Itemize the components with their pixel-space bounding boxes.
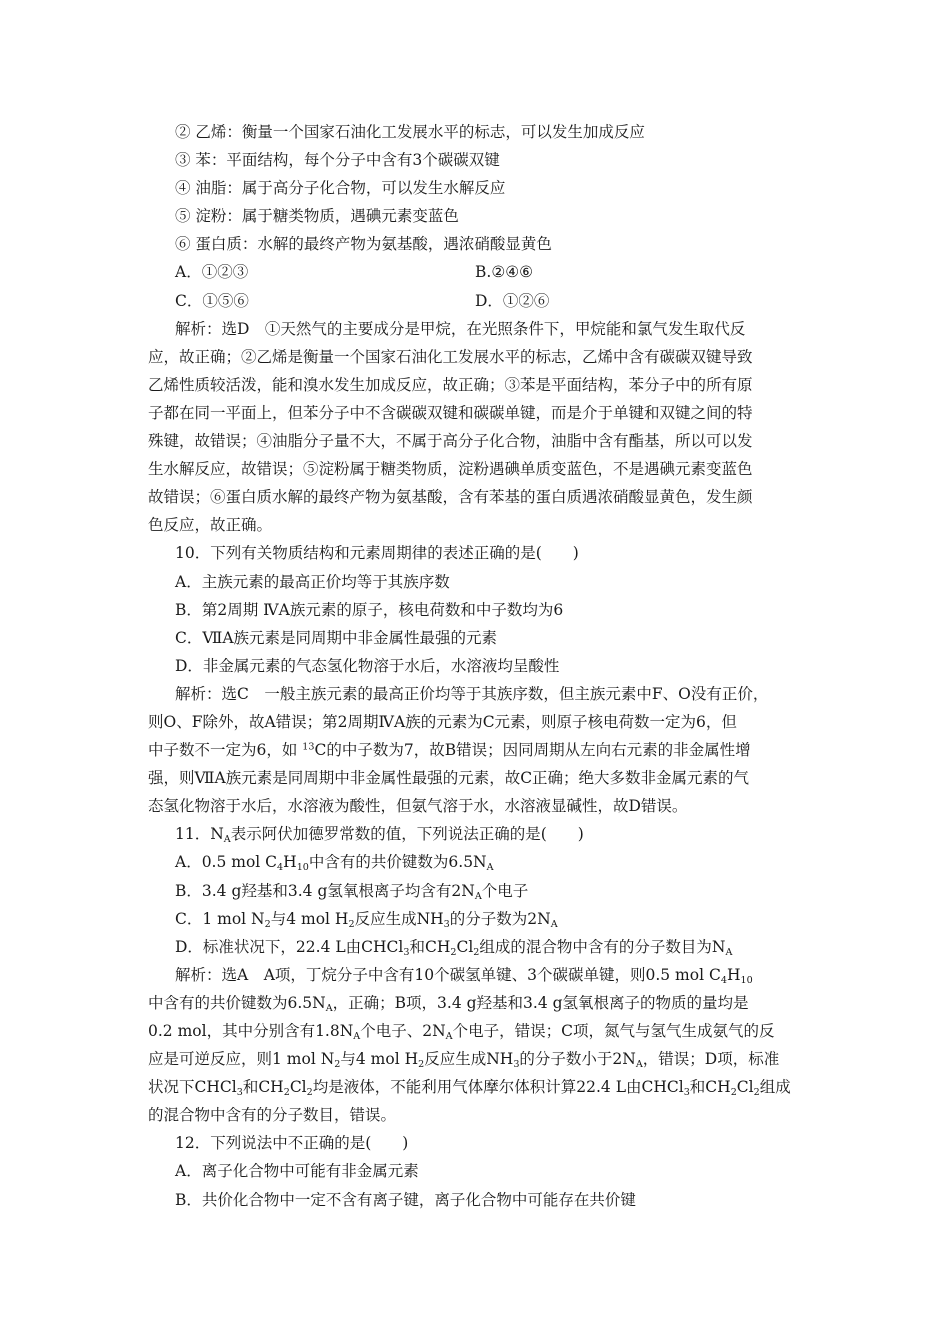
q12-stem: 12．下列说法中不正确的是( ) [175, 1134, 409, 1153]
list-item: ③ 苯：平面结构，每个分子中含有3个碳碳双键 [175, 151, 500, 170]
q10-option-b: B．第2周期 ⅣA族元素的原子，核电荷数和中子数均为6 [175, 600, 564, 619]
q10-analysis-line: 则O、F除外，故A错误；第2周期ⅣA族的元素为C元素，则原子核电荷数一定为6，但 [148, 712, 737, 731]
list-item: ② 乙烯：衡量一个国家石油化工发展水平的标志，可以发生加成反应 [175, 123, 645, 141]
list-item: ④ 油脂：属于高分子化合物，可以发生水解反应 [175, 179, 506, 198]
list-item: ⑤ 淀粉：属于糖类物质，遇碘元素变蓝色 [175, 207, 459, 226]
q9-analysis-line: 故错误；⑥蛋白质水解的最终产物为氨基酸，含有苯基的蛋白质遇浓硝酸显黄色，发生颜 [148, 488, 753, 507]
q9-option-c: C．①⑤⑥ [175, 291, 249, 310]
q12-option-b: B．共价化合物中一定不含有离子键，离子化合物中可能存在共价键 [175, 1190, 636, 1209]
document-body [148, 118, 822, 1214]
q11-analysis-line: 中含有的共价键数为6.5NA，正确；B项，3.4 g羟基和3.4 g氢氧根离子的物质的量均是 [148, 993, 749, 1014]
q11-option-b: B．3.4 g羟基和3.4 g氢氧根离子均含有2NA个电子 [175, 881, 529, 902]
q10-analysis-line [148, 736, 822, 764]
q12-option-a: A．离子化合物中可能有非金属元素 [175, 1162, 419, 1181]
q10-analysis-line: 强，则ⅦA族元素是同周期中非金属性最强的元素，故C正确；绝大多数非金属元素的气 [148, 769, 750, 788]
q11-option-c: C．1 mol N2与4 mol H2反应生成NH3的分子数为2NA [175, 909, 558, 930]
q9-option-d: D．①②⑥ [475, 291, 550, 310]
q9-analysis-line: 殊键，故错误；④油脂分子量不大，不属于高分子化合物，油脂中含有酯基，所以可以发 [148, 432, 753, 451]
q9-analysis-line: 乙烯性质较活泼，能和溴水发生加成反应，故正确；③苯是平面结构，苯分子中的所有原 [148, 375, 753, 394]
q9-analysis-line: 解析：选D ①天然气的主要成分是甲烷，在光照条件下，甲烷能和氯气发生取代反 [175, 319, 746, 338]
q11-analysis-line: 应是可逆反应，则1 mol N2与4 mol H2反应生成NH3的分子数小于2NA，错误；D项，标准 [148, 1050, 780, 1070]
q9-option-a: A．①②③ [175, 263, 249, 282]
q9-options-row-1 [148, 258, 822, 286]
q9-analysis-line: 生水解反应，故错误；⑤淀粉属于糖类物质，淀粉遇碘单质变蓝色，不是遇碘元素变蓝色 [148, 460, 753, 479]
q10-analysis-text: C的中子数为7，故B错误；因同周期从左向右元素的非金属性增 [314, 741, 751, 760]
q10-option-a: A．主族元素的最高正价均等于其族序数 [175, 572, 450, 591]
q11-option-d: D．标准状况下，22.4 L由CHCl3和CH2Cl2组成的混合物中含有的分子数目为NA [175, 937, 733, 958]
q9-option-b: B.②④⑥ [475, 263, 534, 282]
q10-analysis-line: 态氢化物溶于水后，水溶液为酸性，但氨气溶于水，水溶液显碱性，故D错误。 [148, 797, 688, 816]
q11-analysis-line: 解析：选A A项，丁烷分子中含有10个碳氢单键、3个碳碳单键，则0.5 mol C4H10 [175, 965, 753, 986]
q10-stem: 10．下列有关物质结构和元素周期律的表述正确的是( ) [175, 544, 579, 563]
q10-option-c: C．ⅦA族元素是同周期中非金属性最强的元素 [175, 628, 498, 647]
q9-analysis-line: 应，故正确；②乙烯是衡量一个国家石油化工发展水平的标志，乙烯中含有碳碳双键导致 [148, 347, 753, 366]
q10-option-d: D．非金属元素的气态氢化物溶于水后，水溶液均呈酸性 [175, 656, 560, 675]
q11-analysis-line: 状况下CHCl3和CH2Cl2均是液体，不能利用气体摩尔体积计算22.4 L由CHCl3和CH2Cl2组成 [148, 1078, 791, 1099]
q9-options-row-2 [148, 287, 822, 315]
q9-analysis-line: 色反应，故正确。 [148, 516, 273, 535]
q11-analysis-line: 0.2 mol，其中分别含有1.8NA个电子、2NA个电子，错误；C项，氮气与氢气生成氨气的反 [148, 1022, 775, 1042]
q11-stem: 11．NA表示阿伏加德罗常数的值，下列说法正确的是( ) [175, 825, 584, 846]
isotope-mass-number: 13 [302, 741, 315, 753]
q10-analysis-text: 中子数不一定为6，如 [148, 741, 303, 760]
q11-option-a: A．0.5 mol C4H10中含有的共价键数为6.5NA [175, 853, 494, 874]
q10-analysis-line: 解析：选C 一般主族元素的最高正价均等于其族序数，但主族元素中F、O没有正价， [175, 684, 769, 703]
list-item: ⑥ 蛋白质：水解的最终产物为氨基酸，遇浓硝酸显黄色 [175, 235, 552, 254]
q9-analysis-line: 子都在同一平面上，但苯分子中不含碳碳双键和碳碳单键，而是介于单键和双键之间的特 [148, 403, 753, 422]
q11-analysis-line: 的混合物中含有的分子数目，错误。 [148, 1106, 397, 1125]
